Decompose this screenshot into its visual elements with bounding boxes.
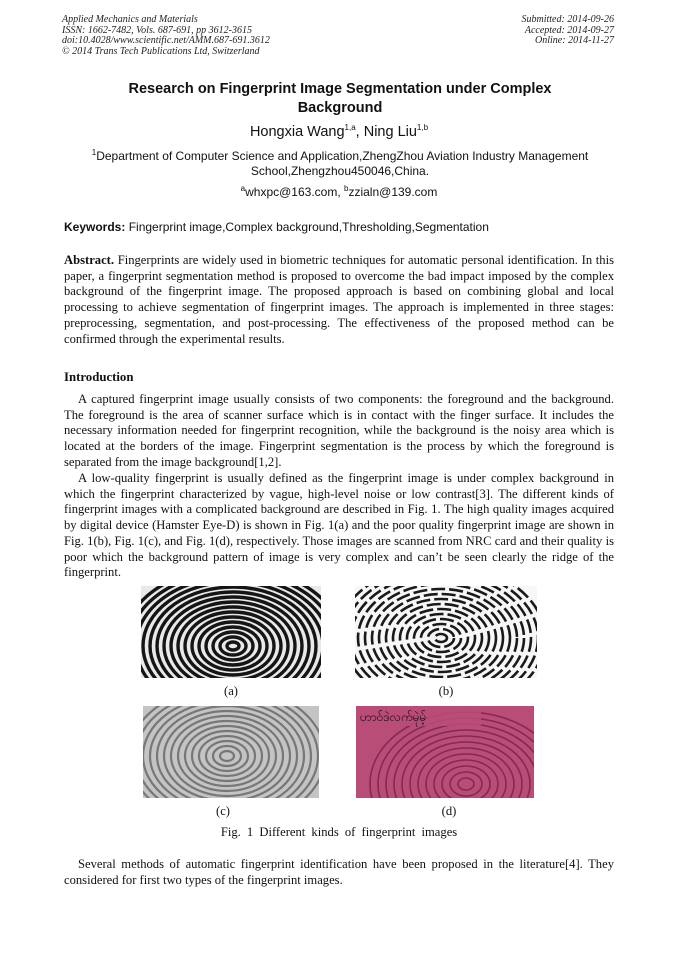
affiliation: [70, 149, 610, 179]
author-1: Hongxia Wang: [249, 124, 345, 140]
author-1-sup: 1,a: [344, 123, 356, 133]
online-date: Online: 2014-11-27: [535, 35, 614, 46]
abstract-text: Fingerprints are widely used in biometric techniques for automatic personal identification. In this paper, a fingerprint segmentation method is proposed to overcome the bad impact imposed by the complex background of the fingerprint image. The proposed approach is based on combining global and local processing to achieve segmentation of fingerprint images. The approach is implemented in three stages: preprocessing, segmentation, and post-processing. The effectiveness of the proposed method can be confirmed through the experimental results.: [64, 253, 614, 346]
authors: [0, 124, 678, 140]
abstract-label: Abstract.: [64, 253, 115, 267]
dates-info: [522, 15, 615, 47]
author-emails: [0, 185, 678, 199]
accepted-date: Accepted: 2014-09-27: [524, 24, 614, 36]
journal-info: [62, 15, 270, 57]
fingerprint-image-b: [355, 586, 537, 678]
author-2: Ning Liu: [363, 124, 417, 140]
paper-title: Research on Fingerprint Image Segmentation under Complex Background: [128, 81, 552, 116]
fingerprint-image-a: [141, 586, 321, 678]
intro-paragraph-1: A captured fingerprint image usually consists of two components: the foreground and the background. The foreground is the area of scanner surface which is in contact with the finger surface. It includes the necessary information needed for fingerprint recognition, while the background is the noisy area which is located at the borders of the image. Fingerprint segmentation is the process by which the foreground is separated from the image background[1,2].: [64, 392, 614, 469]
keywords-label: Keywords:: [64, 220, 126, 234]
subfig-label-b: (b): [438, 684, 454, 698]
affiliation-sup: 1: [91, 148, 97, 157]
keywords-text: Fingerprint image,Complex background,Thresholding,Segmentation: [125, 220, 489, 234]
email-b-sup: b: [344, 184, 349, 193]
introduction-heading: Introduction: [64, 370, 134, 384]
closing-paragraph: Several methods of automatic fingerprint identification have been proposed in the literature[4]. They considered for first two types of the fingerprint images.: [64, 857, 614, 887]
keywords: [64, 220, 614, 234]
doi-line: doi:10.4028/www.scientific.net/AMM.687-691.3612: [62, 35, 270, 46]
figure-caption: Fig. 1 Different kinds of fingerprint images: [220, 825, 458, 839]
submitted-date: Submitted: 2014-09-26: [521, 14, 614, 25]
email-a[interactable]: whxpc@163.com,: [245, 185, 344, 199]
fingerprint-image-d: [356, 706, 534, 798]
affiliation-text: Department of Computer Science and Application,ZhengZhou Aviation Industry Management School,Zhengzhou450046,China.: [96, 149, 589, 178]
email-b[interactable]: zzialn@139.com: [348, 185, 438, 199]
subfig-label-a: (a): [224, 684, 238, 698]
subfig-label-d: (d): [441, 804, 457, 818]
abstract: [64, 253, 614, 347]
journal-name: Applied Mechanics and Materials: [62, 14, 198, 25]
email-a-sup: a: [240, 184, 246, 193]
subfig-label-c: (c): [216, 804, 230, 818]
author-separator: ,: [355, 124, 364, 140]
issn-line: ISSN: 1662-7482, Vols. 687-691, pp 3612-3615: [62, 24, 252, 36]
fingerprint-image-c: [143, 706, 319, 798]
author-2-sup: 1,b: [416, 123, 429, 133]
copyright-line: © 2014 Trans Tech Publications Ltd, Switzerland: [62, 45, 260, 57]
intro-paragraph-2: A low-quality fingerprint is usually defined as the fingerprint image is under complex background in which the fingerprint characterized by vague, high-level noise or low contrast[3]. The different kinds of fingerprint images with a complicated background are described in Fig. 1. The high quality images acquired by digital device (Hamster Eye-D) is shown in Fig. 1(a) and the poor quality fingerprint image are shown in Fig. 1(b), Fig. 1(c), and Fig. 1(d), respectively. Those images are scanned from NRC card and their quality is poor which the background pattern of image is very complex and can’t be seen clearly the ridge of the fingerprint.: [64, 471, 614, 580]
fingerprint-d-script: ဟာဝ်ဒဲလက်မုဲမ့်: [360, 710, 427, 724]
